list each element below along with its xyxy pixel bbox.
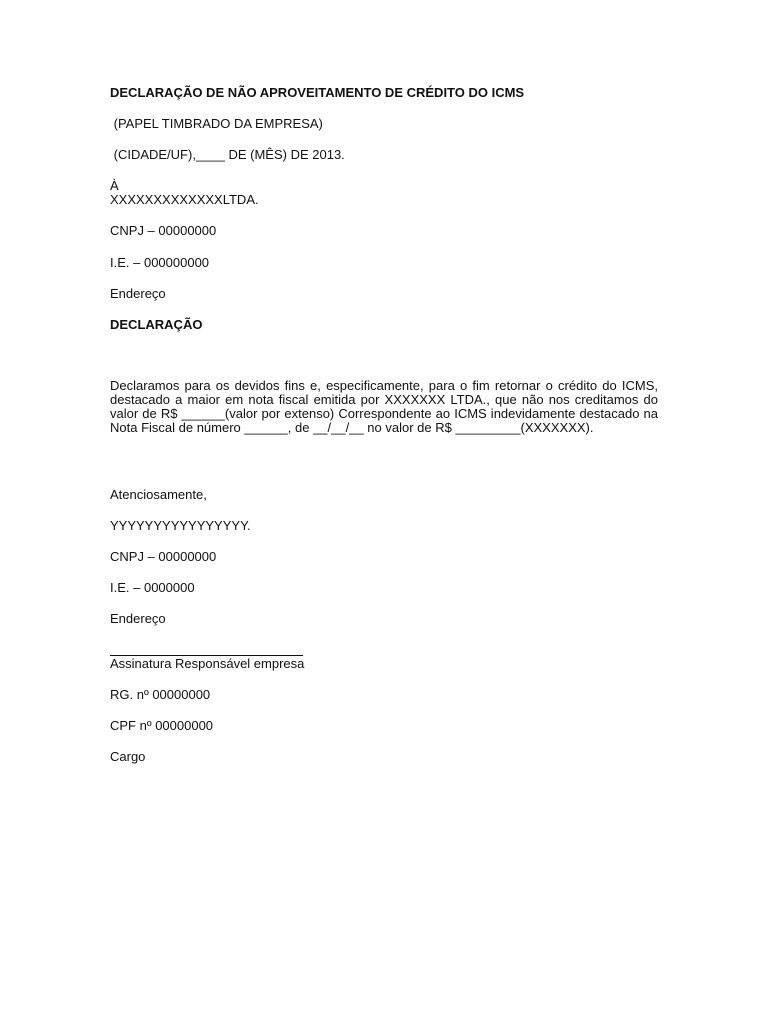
place-date: (CIDADE/UF),____ DE (MÊS) DE 2013. (110, 147, 345, 162)
signatory-rg: RG. nº 00000000 (110, 687, 211, 702)
recipient-address: Endereço (110, 286, 166, 301)
recipient-cnpj: CNPJ – 00000000 (110, 223, 217, 238)
document-title: DECLARAÇÃO DE NÃO APROVEITAMENTO DE CRÉDITO DO ICMS (110, 85, 525, 100)
closing: Atenciosamente, (110, 487, 207, 502)
signatory-role: Cargo (110, 749, 146, 764)
recipient-name: XXXXXXXXXXXXXLTDA. (110, 192, 259, 207)
letterhead-placeholder: (PAPEL TIMBRADO DA EMPRESA) (110, 116, 323, 131)
recipient-ie: I.E. – 000000000 (110, 255, 210, 270)
sender-name: YYYYYYYYYYYYYYYY. (110, 518, 251, 533)
sender-ie: I.E. – 0000000 (110, 580, 195, 595)
declaration-body: Declaramos para os devidos fins e, especificamente, para o fim retornar o crédito do ICMS, destacado a maior em nota fiscal emitida por XXXXXXX LTDA., que não nos creditamos do valor de R$ ______(valor por extenso) Correspondente ao ICMS indevidamente destacado na Nota Fiscal de número ______, de __/__/__ no valor de R$ _________(XXXXXXX). (110, 378, 658, 435)
recipient-to: À (110, 178, 119, 193)
sender-cnpj: CNPJ – 00000000 (110, 549, 217, 564)
sender-address: Endereço (110, 611, 166, 626)
signature-label: Assinatura Responsável empresa (110, 656, 305, 671)
declaration-heading: DECLARAÇÃO (110, 317, 203, 332)
signatory-cpf: CPF nº 00000000 (110, 718, 214, 733)
